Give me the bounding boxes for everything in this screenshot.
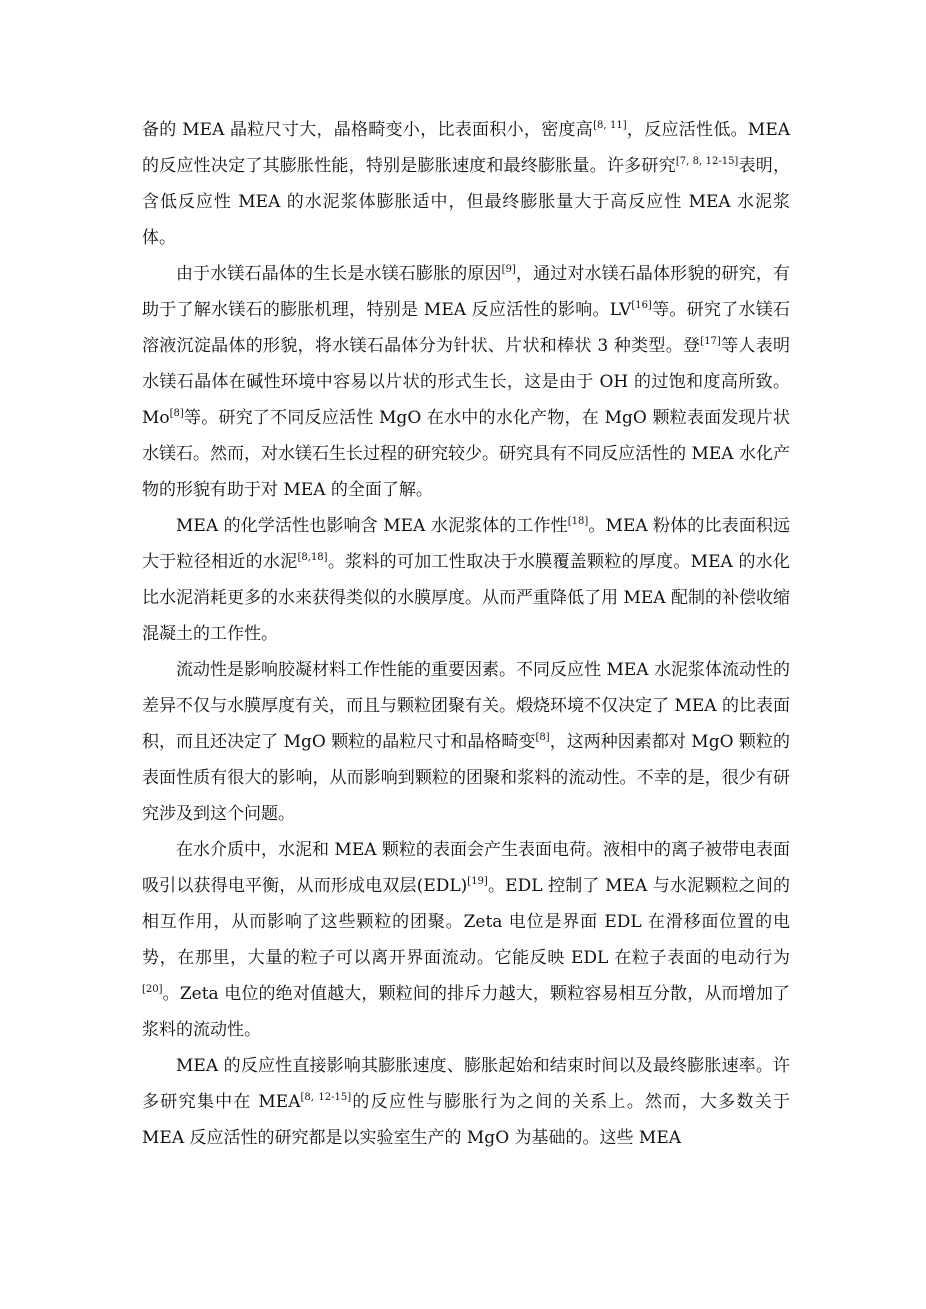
text-run: 的反应性与膨胀行为之间的关系上。然而，大多数关于 MEA 反应活性的研究都是以实验室生产的 MgO 为基础的。这些 MEA (142, 1092, 790, 1148)
text-run: 等。研究了不同反应活性 MgO 在水中的水化产物，在 MgO 颗粒表面发现片状水镁石。然而，对水镁石生长过程的研究较少。研究具有不同反应活性的 MEA 水化产物的形貌有助于对 MEA 的全面了解。 (142, 408, 790, 500)
citation-ref: [8] (169, 408, 184, 419)
citation-ref: [7, 8, 12-15] (675, 156, 739, 167)
citation-ref: [17] (700, 336, 721, 347)
text-run: 流动性是影响胶凝材料工作性能的重要因素。不同反应性 MEA 水泥浆体流动性的差异不仅与水膜厚度有关，而且与颗粒团聚有关。煅烧环境不仅决定了 MEA 的比表面积，而且还决定了 MgO 颗粒的晶粒尺寸和晶格畸变 (142, 660, 790, 752)
paragraph (142, 652, 790, 832)
text-run: MEA 的化学活性也影响含 MEA 水泥浆体的工作性 (176, 516, 568, 536)
citation-ref: [8, 11] (593, 120, 627, 131)
paragraph (142, 508, 790, 652)
citation-ref: [9] (501, 264, 516, 275)
text-run: MEA 的反应性直接影响其膨胀速度、膨胀起始和结束时间以及最终膨胀速率。许多研究集中在 MEA (142, 1056, 790, 1112)
text-run: 等。研究了水镁石溶液沉淀晶体的形貌，将水镁石晶体分为针状、片状和棒状 3 种类型。登 (142, 300, 790, 356)
citation-ref: [8,18] (297, 552, 328, 563)
text-run: ，通过对水镁石晶体形貌的研究，有助于了解水镁石的膨胀机理，特别是 MEA 反应活性的影响。LV (142, 264, 791, 320)
text-run: 备的 MEA 晶粒尺寸大，晶格畸变小，比表面积小，密度高 (142, 120, 594, 140)
text-run: 。Zeta 电位的绝对值越大，颗粒间的排斥力越大，颗粒容易相互分散，从而增加了浆料的流动性。 (142, 984, 790, 1040)
text-run: 等人表明水镁石晶体在碱性环境中容易以片状的形式生长，这是由于 OH 的过饱和度高所致。Mo (142, 336, 791, 428)
text-run: 。EDL 控制了 MEA 与水泥颗粒之间的相互作用，从而影响了这些颗粒的团聚。Zeta 电位是界面 EDL 在滑移面位置的电势，在那里，大量的粒子可以离开界面流动。它能反映 EDL 在粒子表面的电动行为 (142, 876, 790, 968)
text-run: 。浆料的可加工性取决于水膜覆盖颗粒的厚度。MEA 的水化比水泥消耗更多的水来获得类似的水膜厚度。从而严重降低了用 MEA 配制的补偿收缩混凝土的工作性。 (142, 552, 791, 644)
paragraph (142, 832, 790, 1048)
paragraph (142, 1048, 790, 1156)
citation-ref: [18] (567, 516, 589, 527)
text-run: 由于水镁石晶体的生长是水镁石膨胀的原因 (176, 264, 502, 284)
text-run: 。MEA 粉体的比表面积远大于粒径相近的水泥 (142, 516, 790, 572)
body-text (142, 112, 790, 1156)
citation-ref: [8, 12-15] (300, 1092, 352, 1103)
paragraph (142, 112, 790, 256)
text-run: 表明，含低反应性 MEA 的水泥浆体膨胀适中，但最终膨胀量大于高反应性 MEA 水泥浆体。 (142, 156, 791, 248)
citation-ref: [19] (467, 876, 488, 887)
text-run: 在水介质中，水泥和 MEA 颗粒的表面会产生表面电荷。液相中的离子被带电表面吸引以获得电平衡，从而形成电双层(EDL) (142, 840, 790, 896)
citation-ref: [8] (535, 732, 550, 743)
citation-ref: [20] (142, 984, 163, 995)
text-run: ，反应活性低。MEA 的反应性决定了其膨胀性能，特别是膨胀速度和最终膨胀量。许多研究 (142, 120, 791, 176)
paragraph (142, 256, 790, 508)
text-run: ，这两种因素都对 MgO 颗粒的表面性质有很大的影响，从而影响到颗粒的团聚和浆料的流动性。不幸的是，很少有研究涉及到这个问题。 (142, 732, 790, 824)
citation-ref: [16] (631, 300, 652, 311)
